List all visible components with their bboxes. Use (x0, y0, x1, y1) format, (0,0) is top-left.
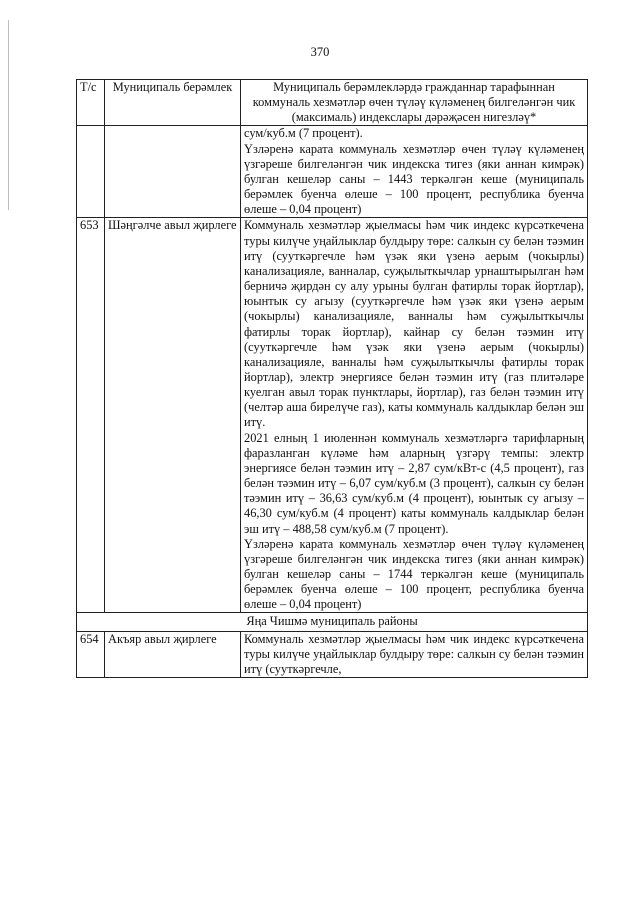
row-num: 653 (77, 218, 105, 613)
criteria-paragraph: Коммуналь хезмәтләр җыелмасы һәм чик индекс күрсәткечена туры килүче уңайлыклар булдыру төре: салкын су белән тәэмин итү (сууткәргечле, (244, 631, 584, 676)
section-title: Яңа Чишмә муниципаль районы (77, 613, 588, 631)
criteria-paragraph: Коммуналь хезмәтләр җыелмасы һәм чик индекс күрсәткечена туры килүче уңайлыклар булдыру төре: салкын су белән тәэмин итү (сууткәргечле һәм үзәк яки үзенә аерым (чокырлы) канализацияле, ванналар, суҗылыткычлар урнаштырылган һәм берничә җирдән су алу урыны булган фатирлы торак йортлар), юынтык су агызу (сууткәргечле һәм үзәк яки үзенә аерым (чокырлы) канализацияле, ванналы һәм суҗылыткычлы фатирлы торак йортлар), кайнар су белән тәэмин итү (сууткәргечле һәм үзәк яки үзенә аерым (чокырлы) канализацияле, ванналы һәм суҗылыткычлы фатирлы торак йортлар), электр энергиясе белән тәэмин итү (газ плитәләре куелган авыл торак пунктлары, йортлар), газ белән тәэмин итү (челтәр аша бирелүче газ), каты коммуналь калдыклар белән эш итү. (244, 218, 584, 430)
criteria-paragraph: 2021 елның 1 июленнән коммуналь хезмәтләргә тарифларның фаразланган күләме һәм аларның үзгәрү темпы: электр энергиясе белән тәэмин итү – 2,87 сум/кВт-с (4,5 процент), газ белән тәэмин итү – 6,07 сум/куб.м (3 процент), салкын су белән тәэмин итү – 36,63 сум/куб.м (4 процент), юынтык су агызу – 46,30 сум/куб.м (4 процент) каты коммуналь калдыклар белән эш итү – 488,58 сум/куб.м (7 процент). (244, 430, 584, 536)
continuation-row (77, 126, 588, 218)
table-row (77, 218, 588, 613)
continuation-text-cell (241, 126, 588, 218)
row-num: 654 (77, 631, 105, 677)
criteria-paragraph: Үзләренә карата коммуналь хезмәтләр өчен түләү күләменең үзгәреше билгеләнгән чик индекска тигез (яки аннан кимрәк) булган кешеләр саны – 1744 теркәлгән кеше (муниципаль берәмлек буенча өлеше – 100 процент, республика буенча өлеше – 0,04 процент) (244, 536, 584, 612)
continuation-name-cell (105, 126, 241, 218)
continuation-num-cell (77, 126, 105, 218)
header-municipality: Муниципаль берәмлек (105, 80, 241, 126)
header-criteria: Муниципаль берәмлекләрдә гражданнар тарафыннан коммуналь хезмәтләр өчен түләү күләменең билгеләнгән чик (максималь) индекслары дәрәҗәсен нигезләү* (241, 80, 588, 126)
row-criteria (241, 631, 588, 677)
continuation-paragraph: Үзләренә карата коммуналь хезмәтләр өчен түләү күләменең үзгәреше билгеләнгән чик индекска тигез (яки аннан кимрәк) булган кешеләр саны – 1443 теркәлгән кеше (муниципаль берәмлек буенча өлеше – 100 процент, республика буенча өлеше – 0,04 процент) (244, 141, 584, 217)
continuation-paragraph: сум/куб.м (7 процент). (244, 126, 363, 141)
header-num: Т/с (77, 80, 105, 126)
indices-table (76, 79, 588, 678)
row-municipality: Шәңгәлче авыл җирлеге (105, 218, 241, 613)
section-row (77, 613, 588, 631)
table-header-row (77, 80, 588, 126)
row-criteria (241, 218, 588, 613)
table-row (77, 631, 588, 677)
page-number: 370 (310, 45, 330, 59)
row-municipality: Акъяр авыл җирлеге (105, 631, 241, 677)
